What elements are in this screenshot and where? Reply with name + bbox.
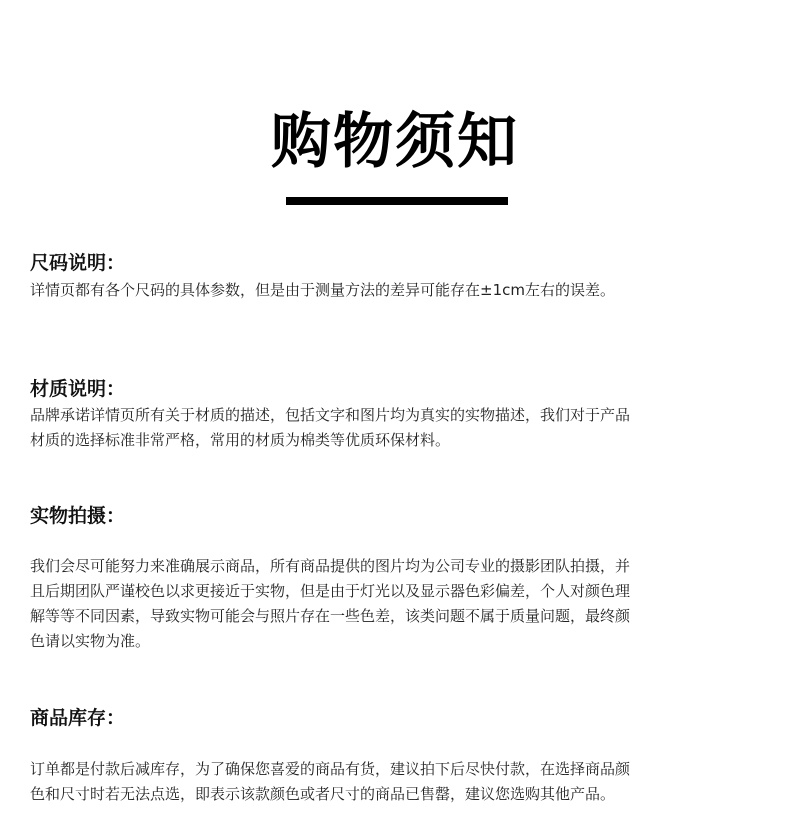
title-underline (286, 197, 508, 205)
section-line: 详情页都有各个尺码的具体参数，但是由于测量方法的差异可能存在±1cm左右的误差。 (30, 281, 615, 299)
section-body-stock (30, 757, 760, 807)
section-line: 色请以实物为准。 (30, 632, 151, 650)
section-line: 解等等不同因素，导致实物可能会与照片存在一些色差，该类问题不属于质量问题，最终颜 (30, 607, 631, 625)
section-line: 材质的选择标准非常严格，常用的材质为棉类等优质环保材料。 (30, 431, 451, 449)
section-line: 色和尺寸时若无法点选，即表示该款颜色或者尺寸的商品已售罄，建议您选购其他产品。 (30, 785, 616, 803)
section-body-material (30, 403, 760, 453)
section-body-size (30, 278, 760, 303)
page-title: 购物须知 (271, 107, 519, 177)
section-line: 我们会尽可能努力来准确展示商品，所有商品提供的图片均为公司专业的摄影团队拍摄，并 (30, 557, 631, 575)
section-line: 订单都是付款后减库存，为了确保您喜爱的商品有货，建议拍下后尽快付款，在选择商品颜 (30, 760, 631, 778)
section-body-photography (30, 554, 760, 654)
section-heading-size: 尺码说明： (30, 252, 126, 274)
section-heading-photography: 实物拍摄： (30, 505, 126, 527)
section-heading-stock: 商品库存： (30, 707, 126, 729)
section-line: 品牌承诺详情页所有关于材质的描述，包括文字和图片均为真实的实物描述，我们对于产品 (30, 406, 631, 424)
section-line: 且后期团队严谨校色以求更接近于实物，但是由于灯光以及显示器色彩偏差，个人对颜色理 (30, 582, 631, 600)
section-heading-material: 材质说明： (30, 378, 126, 400)
